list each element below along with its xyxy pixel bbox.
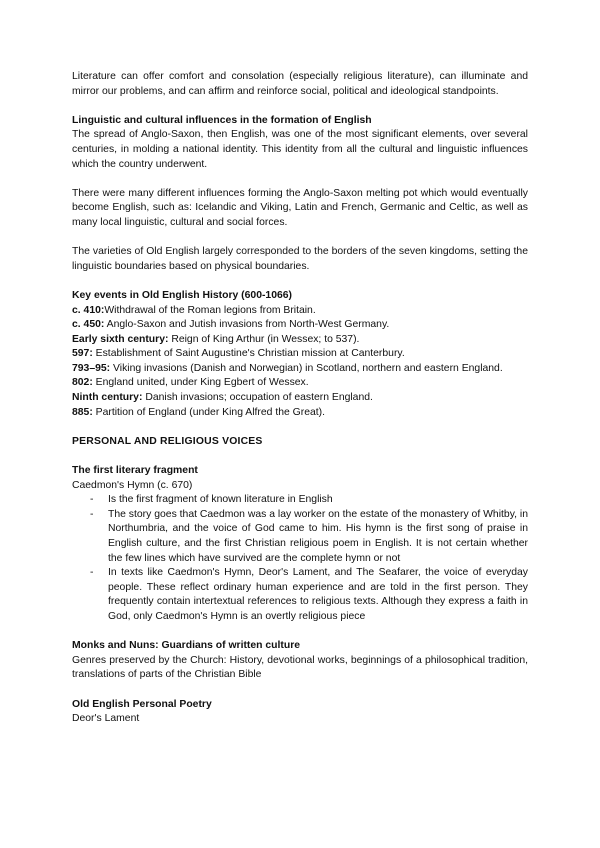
influences-paragraph-3: The varieties of Old English largely corresponded to the borders of the seven kingdoms, setting the linguistic boundaries based on physical boundaries.	[72, 246, 528, 272]
event-text: Partition of England (under King Alfred the Great).	[92, 406, 325, 418]
events-heading: Key events in Old English History (600-1066)	[72, 289, 293, 301]
event-item	[72, 391, 528, 406]
section-title: PERSONAL AND RELIGIOUS VOICES	[72, 435, 263, 447]
event-date: c. 410:	[72, 304, 105, 316]
bullet-text: Is the first fragment of known literature in English	[108, 494, 333, 506]
list-item	[90, 493, 528, 508]
monks-paragraph: Genres preserved by the Church: History, devotional works, beginnings of a philosophical tradition, translations of parts of the Christian Bible	[72, 654, 528, 681]
event-text: Establishment of Saint Augustine's Christian mission at Canterbury.	[92, 348, 405, 360]
event-item	[72, 347, 528, 362]
event-date: 802:	[72, 377, 93, 389]
monks-heading: Monks and Nuns: Guardians of written culture	[72, 640, 301, 652]
fragment-heading: The first literary fragment	[72, 465, 198, 477]
influences-paragraph-1: The spread of Anglo-Saxon, then English, was one of the most significant elements, over several centuries, in molding a national identity. This identity from all the cultural and linguistic influences which the country underwent.	[72, 129, 528, 170]
event-item	[72, 304, 528, 319]
poetry-subtitle: Deor's Lament	[72, 713, 140, 725]
event-text: Withdrawal of the Roman legions from Britain.	[104, 304, 316, 316]
fragment-bullet-list	[72, 493, 528, 624]
influences-heading: Linguistic and cultural influences in the formation of English	[72, 114, 372, 126]
event-item	[72, 406, 528, 421]
intro-paragraph: Literature can offer comfort and consolation (especially religious literature), can illuminate and mirror our problems, and can affirm and reinforce social, political and ideological standpoints.	[72, 71, 528, 97]
poetry-heading: Old English Personal Poetry	[72, 698, 212, 710]
bullet-text: The story goes that Caedmon was a lay worker on the estate of the monastery of Whitby, in Northumbria, and the voice of God came to him. His hymn is the first song of praise in English culture, and the first Christian religious poem in English. It is not certain whether the few lines which have survived are the complete hymn or not	[108, 508, 528, 564]
event-text: England united, under King Egbert of Wessex.	[92, 377, 309, 389]
event-item	[72, 362, 528, 377]
bullet-dash: -	[90, 508, 94, 520]
document-page	[72, 70, 528, 727]
event-text: Anglo-Saxon and Jutish invasions from North-West Germany.	[104, 319, 390, 331]
event-text: Reign of King Arthur (in Wessex; to 537).	[168, 333, 360, 345]
event-text: Danish invasions; occupation of eastern England.	[142, 392, 373, 404]
influences-paragraph-2: There were many different influences forming the Anglo-Saxon melting pot which would eventually become English, such as: Icelandic and Viking, Latin and French, Germanic and Celtic, as well as many local linguistic, cultural and social forces.	[72, 187, 528, 228]
event-text: Viking invasions (Danish and Norwegian) in Scotland, northern and eastern England.	[110, 362, 503, 374]
event-date: Early sixth century:	[72, 333, 169, 345]
list-item	[90, 566, 528, 624]
event-date: c. 450:	[72, 319, 105, 331]
event-date: 793–95:	[72, 362, 111, 374]
event-date: Ninth century:	[72, 392, 143, 404]
event-date: 597:	[72, 348, 93, 360]
fragment-subtitle: Caedmon's Hymn (c. 670)	[72, 479, 193, 491]
event-date: 885:	[72, 406, 93, 418]
bullet-dash: -	[90, 567, 94, 579]
event-item	[72, 318, 528, 333]
bullet-text: In texts like Caedmon's Hymn, Deor's Lament, and The Seafarer, the voice of everyday people. These reflect ordinary human experience and are told in the first person. They frequently contain intertextual references to religious texts. Although they express a faith in God, only Caedmon's Hymn is an overtly religious piece	[108, 567, 528, 622]
event-item	[72, 376, 528, 391]
list-item	[90, 508, 528, 566]
event-item	[72, 333, 528, 348]
bullet-dash: -	[90, 494, 94, 506]
